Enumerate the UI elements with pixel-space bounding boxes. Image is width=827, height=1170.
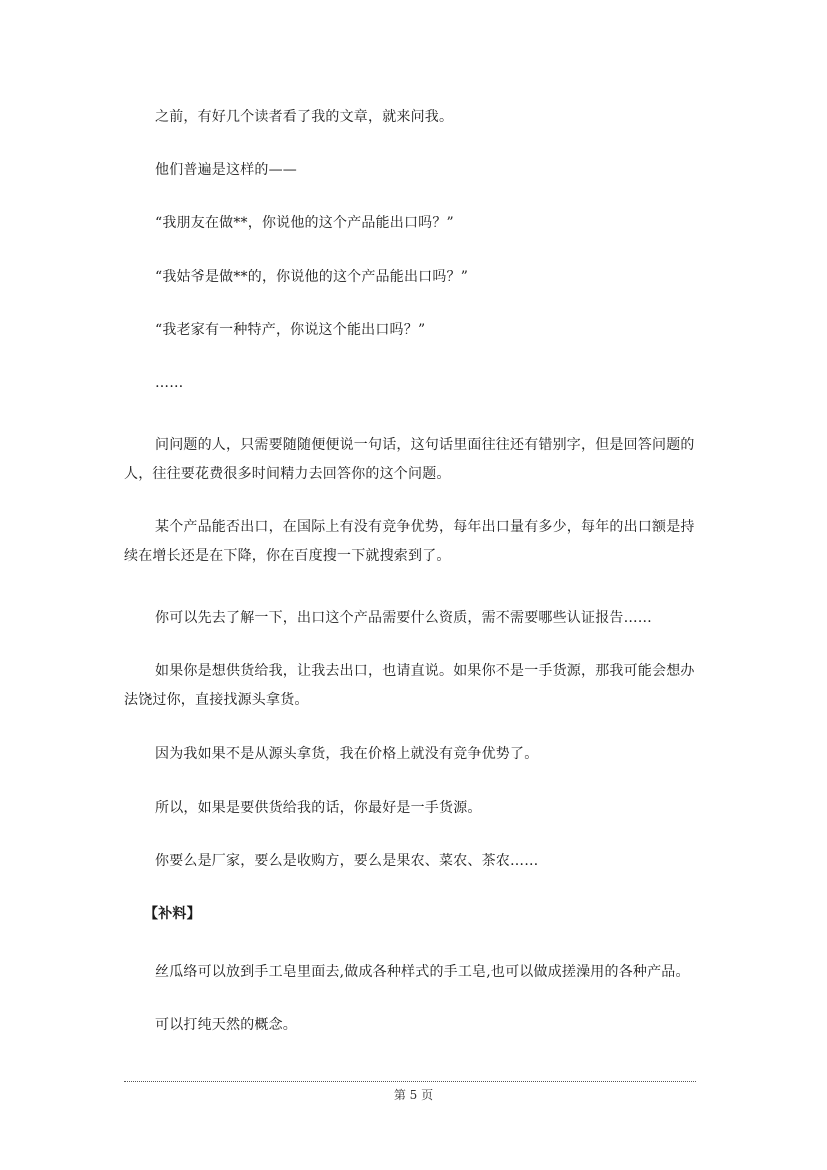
footer-divider [124, 1081, 696, 1082]
paragraph-first-hand: 所以，如果是要供货给我的话，你最好是一手货源。 [155, 800, 482, 816]
section-heading-supplement: 【补料】 [144, 906, 201, 922]
paragraph-loofah-soap: 丝瓜络可以放到手工皂里面去,做成各种样式的手工皂,也可以做成搓澡用的各种产品。 [155, 964, 690, 980]
paragraph-ellipsis: …… [155, 375, 184, 391]
paragraph-common-pattern: 他们普遍是这样的—— [155, 162, 297, 178]
paragraph-supply-direct: 如果你是想供货给我，让我去出口，也请直说。如果你不是一手货源，那我可能会想办法饶过你，直接找源头拿货。 [124, 663, 695, 708]
paragraph-export-research: 某个产品能否出口，在国际上有没有竞争优势，每年出口量有多少，每年的出口额是持续在增长还是在下降，你在百度搜一下就搜索到了。 [124, 519, 695, 564]
paragraph-source-advantage: 因为我如果不是从源头拿货，我在价格上就没有竞争优势了。 [155, 746, 539, 762]
paragraph-quote-friend: “我朋友在做**，你说他的这个产品能出口吗？” [155, 215, 454, 231]
paragraph-natural-concept: 可以打纯天然的概念。 [155, 1017, 297, 1033]
paragraph-askers: 问问题的人，只需要随随便便说一句话，这句话里面往往还有错别字，但是回答问题的人，往往要花费很多时间精力去回答你的这个问题。 [124, 437, 695, 482]
paragraph-supplier-types: 你要么是厂家，要么是收购方，要么是果农、菜农、茶农…… [155, 853, 539, 869]
paragraph-intro: 之前，有好几个读者看了我的文章，就来问我。 [155, 109, 454, 125]
paragraph-qualifications: 你可以先去了解一下，出口这个产品需要什么资质，需不需要哪些认证报告…… [155, 610, 652, 626]
paragraph-quote-relative: “我姑爷是做**的，你说他的这个产品能出口吗？” [155, 269, 469, 285]
paragraph-quote-hometown: “我老家有一种特产，你说这个能出口吗？” [155, 322, 426, 338]
page-number: 第 5 页 [393, 1088, 434, 1102]
